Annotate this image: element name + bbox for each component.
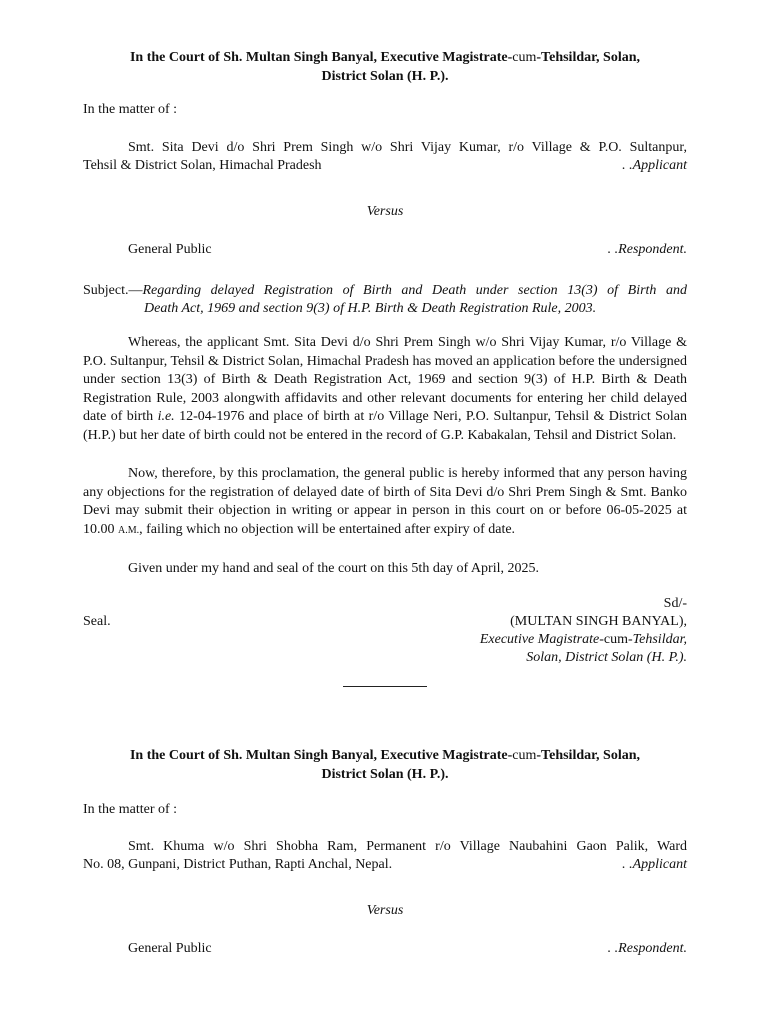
heading-line-2: District Solan (H. P.). <box>321 69 449 84</box>
applicant-address: Tehsil & District Solan, Himachal Pradesh <box>83 158 322 173</box>
applicant-line-1: Smt. Sita Devi d/o Shri Prem Singh w/o Shri Vijay Kumar, r/o Village & P.O. Sultanpur, <box>128 140 687 155</box>
sd-mark: Sd/- <box>663 596 687 611</box>
signatory-place: Solan, District Solan (H. P.). <box>526 650 687 665</box>
heading-cum: cum <box>512 50 537 65</box>
heading2-line-1b: -Tehsildar, Solan, <box>536 748 641 763</box>
paragraph-whereas <box>83 334 687 445</box>
respondent-tag: . .Respondent. <box>607 242 687 257</box>
para1-text-b: 12-04-1976 and place of birth at r/o Village Neri, P.O. Sultanpur, Tehsil & District Solan (H.P.) but her date of birth could not be entered in the record of G.P. Kabakalan, Tehsil and District Solan. <box>83 409 688 443</box>
heading2-line-2: District Solan (H. P.). <box>321 767 449 782</box>
seal-sign-row <box>83 612 687 631</box>
signatory-title-cum: cum <box>603 632 628 647</box>
respondent2-name: General Public <box>128 941 212 956</box>
applicant2-line-2 <box>83 855 687 874</box>
para2-text-a: Now, therefore, by this proclamation, the general public is hereby informed that any person having any objections for the registration of delayed date of birth of Sita Devi d/o Shri Prem Singh & Smt. Banko Devi may submit their objection in writing or appear in person in this court on or before 06-05-2025 at 10.00 <box>83 466 687 537</box>
paragraph-now-therefore <box>83 465 687 540</box>
signatory-title-a: Executive Magistrate- <box>479 632 604 647</box>
respondent2-tag: . .Respondent. <box>607 941 687 956</box>
matter-label-2: In the matter of : <box>83 802 178 817</box>
separator-rule <box>343 686 427 687</box>
heading-line-1b: -Tehsildar, Solan, <box>536 50 641 65</box>
heading2-cum: cum <box>512 748 537 763</box>
signatory-name: (MULTAN SINGH BANYAL), <box>510 614 687 629</box>
matter-label: In the matter of : <box>83 102 178 117</box>
respondent-name: General Public <box>128 242 212 257</box>
para2-text-b: , failing which no objection will be entertained after expiry of date. <box>139 521 516 537</box>
court-heading-2 <box>83 746 687 784</box>
respondent-line <box>83 240 687 259</box>
respondent2-line <box>83 939 687 958</box>
seal-label: Seal. <box>83 614 111 629</box>
subject-text-1: Regarding delayed Registration of Birth and Death under section 13(3) of Birth and <box>142 283 687 298</box>
heading-line-1a: In the Court of Sh. Multan Singh Banyal, Executive Magistrate- <box>129 50 513 65</box>
court-heading <box>83 48 687 86</box>
applicant2-tag: . .Applicant <box>622 857 687 872</box>
signatory-title <box>83 630 687 649</box>
applicant2-address: No. 08, Gunpani, District Puthan, Rapti Anchal, Nepal. <box>83 857 393 872</box>
para1-ie: i.e. <box>157 409 175 424</box>
versus-2: Versus <box>366 903 404 918</box>
para2-am: A.M. <box>118 524 140 536</box>
subject-line-2: Death Act, 1969 and section 9(3) of H.P. Birth & Death Registration Rule, 2003. <box>144 301 597 316</box>
applicant-line-2 <box>83 156 687 175</box>
subject-label: Subject.— <box>83 283 143 298</box>
applicant2-line-1: Smt. Khuma w/o Shri Shobha Ram, Permanent r/o Village Naubahini Gaon Palik, Ward <box>128 839 687 854</box>
given-line: Given under my hand and seal of the court on this 5th day of April, 2025. <box>128 561 539 576</box>
versus: Versus <box>366 204 404 219</box>
subject-line-1 <box>83 281 687 300</box>
signatory-title-b: -Tehsildar, <box>627 632 687 647</box>
heading2-line-1a: In the Court of Sh. Multan Singh Banyal, Executive Magistrate- <box>129 748 513 763</box>
applicant-tag: . .Applicant <box>622 158 687 173</box>
para1-text-a: Whereas, the applicant Smt. Sita Devi d/o Shri Prem Singh w/o Shri Vijay Kumar, r/o Village & P.O. Sultanpur, Tehsil & District Solan, Himachal Pradesh has moved an application before the undersigned under section 13(3) of Birth & Death Registration Act, 1969 and section 9(3) of H.P. Birth & Death Registration Rule, 2003 alongwith affidavits and other relevant documents for entering her child delayed date of birth <box>83 335 687 424</box>
